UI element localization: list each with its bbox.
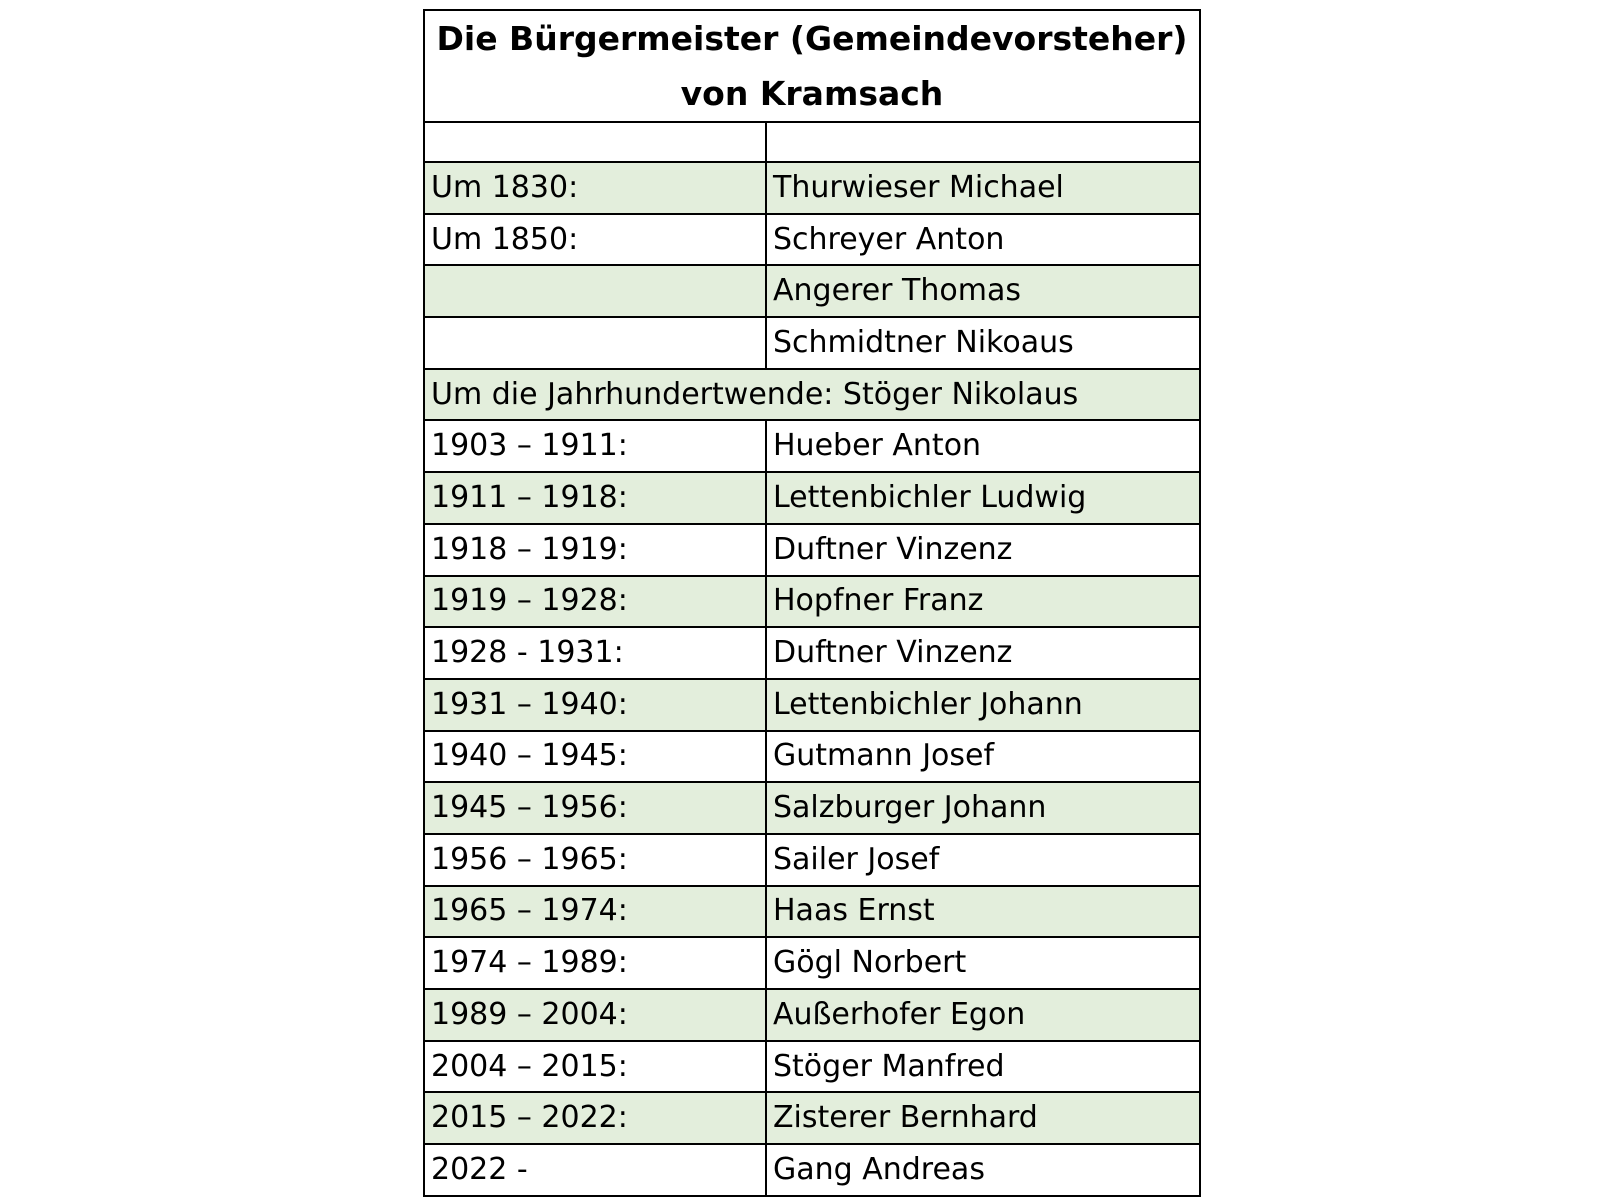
table-row (424, 420, 1200, 472)
period-cell (424, 265, 766, 317)
empty-cell (424, 122, 766, 162)
table-row (424, 886, 1200, 938)
period-cell: Um 1830: (424, 162, 766, 214)
mayor-name-cell: Angerer Thomas (766, 265, 1200, 317)
mayor-name-cell: Thurwieser Michael (766, 162, 1200, 214)
period-cell: 1928 - 1931: (424, 627, 766, 679)
period-cell: 1918 – 1919: (424, 524, 766, 576)
empty-row (424, 122, 1200, 162)
mayor-name-cell: Schreyer Anton (766, 214, 1200, 266)
mayor-name-cell: Salzburger Johann (766, 782, 1200, 834)
period-cell: 1931 – 1940: (424, 679, 766, 731)
table-row (424, 679, 1200, 731)
title-line-2: von Kramsach (680, 74, 944, 113)
period-cell: 2004 – 2015: (424, 1041, 766, 1093)
mayor-name-cell: Lettenbichler Ludwig (766, 472, 1200, 524)
table-row (424, 1144, 1200, 1196)
period-cell: 1919 – 1928: (424, 576, 766, 628)
table-row (424, 1041, 1200, 1093)
period-cell: 1956 – 1965: (424, 834, 766, 886)
table-row (424, 576, 1200, 628)
table-title (424, 10, 1200, 122)
mayor-name-cell: Hueber Anton (766, 420, 1200, 472)
mayor-name-cell: Gutmann Josef (766, 731, 1200, 783)
table-row (424, 214, 1200, 266)
table-row (424, 731, 1200, 783)
title-line-1: Die Bürgermeister (Gemeindevorsteher) (436, 19, 1188, 58)
table-row (424, 1092, 1200, 1144)
period-cell: 1989 – 2004: (424, 989, 766, 1041)
table-row (424, 472, 1200, 524)
empty-cell (766, 122, 1200, 162)
table-row (424, 782, 1200, 834)
table-row (424, 265, 1200, 317)
mayor-list-table (423, 9, 1201, 1197)
mayor-name-cell: Gang Andreas (766, 1144, 1200, 1196)
merged-period-name-cell: Um die Jahrhundertwende: Stöger Nikolaus (424, 369, 1200, 421)
mayor-name-cell: Zisterer Bernhard (766, 1092, 1200, 1144)
table-row (424, 627, 1200, 679)
table-row (424, 369, 1200, 421)
mayor-name-cell: Duftner Vinzenz (766, 627, 1200, 679)
period-cell (424, 317, 766, 369)
period-cell: Um 1850: (424, 214, 766, 266)
period-cell: 2015 – 2022: (424, 1092, 766, 1144)
period-cell: 1940 – 1945: (424, 731, 766, 783)
mayor-name-cell: Lettenbichler Johann (766, 679, 1200, 731)
table-row (424, 937, 1200, 989)
mayor-name-cell: Duftner Vinzenz (766, 524, 1200, 576)
period-cell: 1965 – 1974: (424, 886, 766, 938)
table-row (424, 317, 1200, 369)
mayor-list-body (424, 10, 1200, 1196)
mayor-name-cell: Gögl Norbert (766, 937, 1200, 989)
mayor-name-cell: Haas Ernst (766, 886, 1200, 938)
table-row (424, 834, 1200, 886)
mayor-name-cell: Außerhofer Egon (766, 989, 1200, 1041)
period-cell: 2022 - (424, 1144, 766, 1196)
period-cell: 1974 – 1989: (424, 937, 766, 989)
period-cell: 1903 – 1911: (424, 420, 766, 472)
mayor-name-cell: Stöger Manfred (766, 1041, 1200, 1093)
table-row (424, 162, 1200, 214)
title-row (424, 10, 1200, 122)
table-row (424, 524, 1200, 576)
mayor-name-cell: Hopfner Franz (766, 576, 1200, 628)
period-cell: 1945 – 1956: (424, 782, 766, 834)
table-row (424, 989, 1200, 1041)
mayor-name-cell: Sailer Josef (766, 834, 1200, 886)
period-cell: 1911 – 1918: (424, 472, 766, 524)
mayor-name-cell: Schmidtner Nikoaus (766, 317, 1200, 369)
